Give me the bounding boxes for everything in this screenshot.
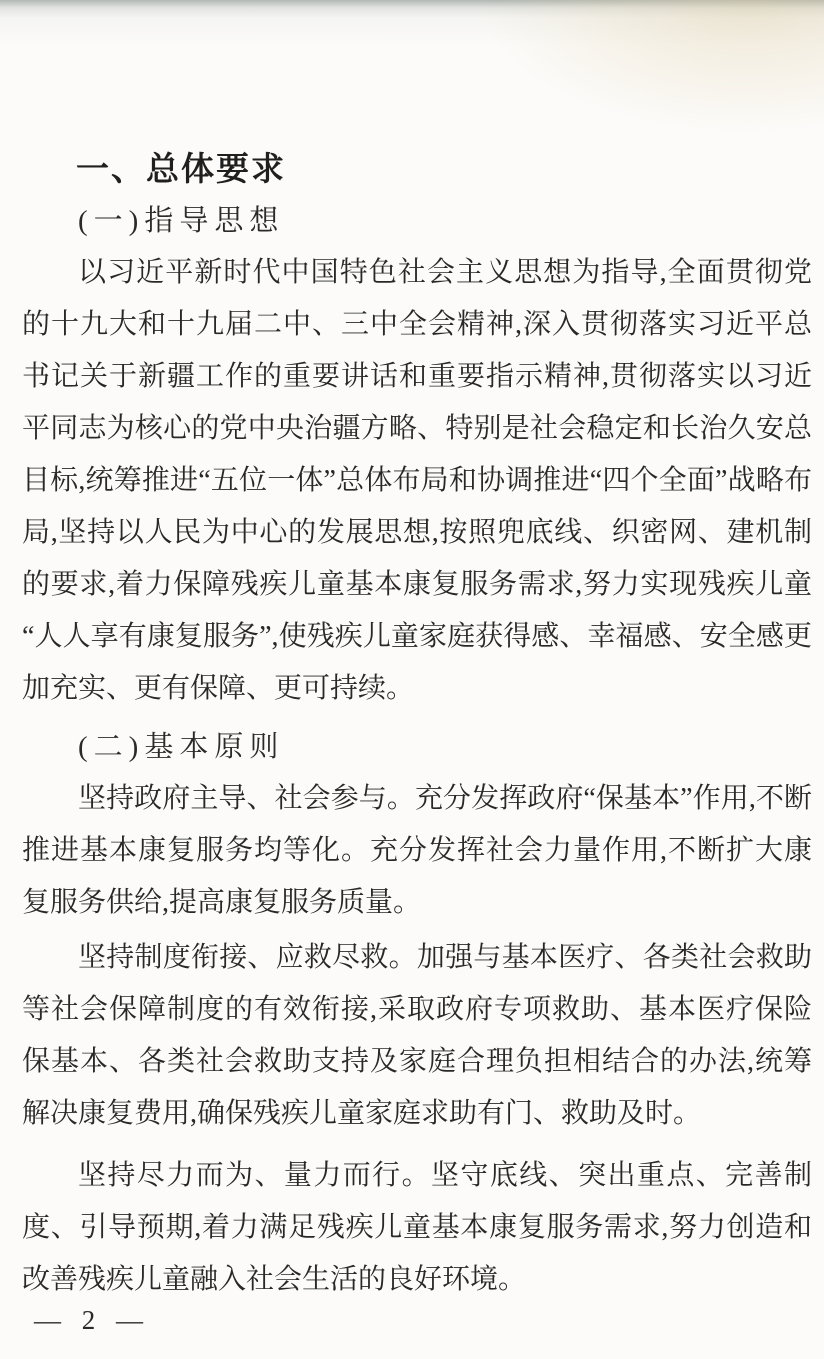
paragraph-guiding-ideology: 以习近平新时代中国特色社会主义思想为指导,全面贯彻党的十九大和十九届二中、三中全会精神,深入贯彻落实习近平总书记关于新疆工作的重要讲话和重要指示精神,贯彻落实以习近平同志为核心的党中央治疆方略、特别是社会稳定和长治久安总目标,统筹推进“五位一体”总体布局和协调推进“四个全面”战略布局,坚持以人民为中心的发展思想,按照兜底线、织密网、建机制的要求,着力保障残疾儿童基本康复服务需求,努力实现残疾儿童“人人享有康复服务”,使残疾儿童家庭获得感、幸福感、安全感更加充实、更有保障、更可持续。 <box>22 257 812 704</box>
sub-heading-guiding-ideology: (一)指导思想 <box>78 205 285 237</box>
paragraph-principle-do-best: 坚持尽力而为、量力而行。坚守底线、突出重点、完善制度、引导预期,着力满足残疾儿童基本康复服务需求,努力创造和改善残疾儿童融入社会生活的良好环境。 <box>22 1160 812 1295</box>
sub-heading-basic-principles: (二)基本原则 <box>78 731 285 763</box>
section-heading-level1: 一、总体要求 <box>76 150 286 187</box>
paragraph-principle-government-led: 坚持政府主导、社会参与。充分发挥政府“保基本”作用,不断推进基本康复服务均等化。充分发挥社会力量作用,不断扩大康复服务供给,提高康复服务质量。 <box>22 783 812 918</box>
scan-top-edge-shadow <box>0 0 824 46</box>
page-number: — 2 — <box>34 1305 150 1335</box>
paragraph-principle-system-linkage: 坚持制度衔接、应救尽救。加强与基本医疗、各类社会救助等社会保障制度的有效衔接,采取政府专项救助、基本医疗保险保基本、各类社会救助支持及家庭合理负担相结合的办法,统筹解决康复费用,确保残疾儿童家庭求助有门、救助及时。 <box>22 942 812 1129</box>
document-body <box>22 143 812 1306</box>
scan-corner-tint <box>484 0 824 130</box>
